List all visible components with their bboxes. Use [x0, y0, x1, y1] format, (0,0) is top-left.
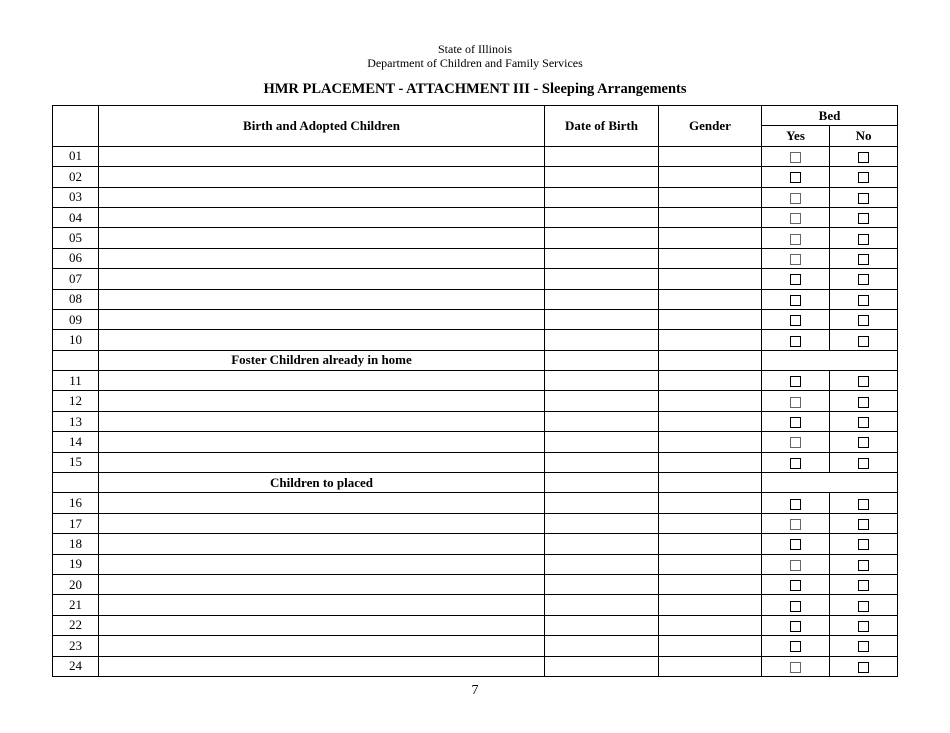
child-name-field[interactable] [99, 207, 545, 227]
bed-no-cell [830, 534, 898, 554]
table-row [53, 146, 898, 166]
gender-field[interactable] [659, 289, 762, 309]
sleeping-arrangements-table [52, 105, 898, 677]
bed-yes-checkbox[interactable] [790, 295, 801, 306]
section-dob-cell [545, 473, 659, 493]
row-number: 08 [53, 289, 99, 309]
row-number: 05 [53, 228, 99, 248]
bed-yes-checkbox[interactable] [790, 172, 801, 183]
bed-yes-checkbox[interactable] [790, 234, 801, 245]
bed-yes-cell [762, 167, 830, 187]
column-header-gender: Gender [659, 106, 762, 147]
date-of-birth-field[interactable] [545, 595, 659, 615]
child-name-field[interactable] [99, 269, 545, 289]
bed-yes-cell [762, 554, 830, 574]
date-of-birth-field[interactable] [545, 228, 659, 248]
bed-yes-checkbox[interactable] [790, 213, 801, 224]
bed-yes-cell [762, 146, 830, 166]
table-row [53, 371, 898, 391]
date-of-birth-field[interactable] [545, 391, 659, 411]
form-title: HMR PLACEMENT - ATTACHMENT III - Sleeping Arrangements [263, 81, 687, 97]
date-of-birth-field[interactable] [545, 167, 659, 187]
bed-yes-checkbox[interactable] [790, 336, 801, 347]
bed-no-cell [830, 187, 898, 207]
bed-yes-checkbox[interactable] [790, 376, 801, 387]
bed-no-cell [830, 146, 898, 166]
bed-yes-cell [762, 411, 830, 431]
table-row [53, 228, 898, 248]
child-name-field[interactable] [99, 432, 545, 452]
bed-no-checkbox[interactable] [858, 336, 869, 347]
table-row [53, 391, 898, 411]
gender-field[interactable] [659, 513, 762, 533]
section-header-row [53, 473, 898, 493]
table-row [53, 207, 898, 227]
row-number-header [53, 106, 99, 147]
bed-yes-checkbox[interactable] [790, 621, 801, 632]
section-number-cell [53, 473, 99, 493]
gender-field[interactable] [659, 248, 762, 268]
bed-no-checkbox[interactable] [858, 580, 869, 591]
column-header-bed: Bed [762, 106, 898, 126]
row-number: 17 [53, 513, 99, 533]
bed-no-cell [830, 330, 898, 350]
bed-no-checkbox[interactable] [858, 376, 869, 387]
section-title-text: Children to placed [269, 474, 374, 490]
bed-yes-checkbox[interactable] [790, 560, 801, 571]
bed-no-cell [830, 167, 898, 187]
bed-yes-cell [762, 269, 830, 289]
bed-no-cell [830, 452, 898, 472]
gender-field[interactable] [659, 187, 762, 207]
gender-field[interactable] [659, 391, 762, 411]
child-name-field[interactable] [99, 513, 545, 533]
bed-no-cell [830, 595, 898, 615]
table-row [53, 554, 898, 574]
section-header-row [53, 350, 898, 370]
bed-yes-checkbox[interactable] [790, 254, 801, 265]
child-name-field[interactable] [99, 411, 545, 431]
row-number: 10 [53, 330, 99, 350]
table-row [53, 513, 898, 533]
gender-field[interactable] [659, 371, 762, 391]
date-of-birth-field[interactable] [545, 554, 659, 574]
gender-field[interactable] [659, 167, 762, 187]
row-number: 11 [53, 371, 99, 391]
child-name-field[interactable] [99, 636, 545, 656]
date-of-birth-field[interactable] [545, 187, 659, 207]
bed-yes-checkbox[interactable] [790, 641, 801, 652]
bed-yes-cell [762, 656, 830, 676]
row-number: 18 [53, 534, 99, 554]
column-header-dob: Date of Birth [545, 106, 659, 147]
bed-no-checkbox[interactable] [858, 417, 869, 428]
bed-no-cell [830, 636, 898, 656]
bed-no-cell [830, 493, 898, 513]
child-name-field[interactable] [99, 187, 545, 207]
bed-no-cell [830, 391, 898, 411]
bed-yes-cell [762, 574, 830, 594]
table-row [53, 309, 898, 329]
section-title [99, 350, 545, 370]
bed-no-checkbox[interactable] [858, 519, 869, 530]
state-name: State of Illinois [438, 42, 512, 56]
date-of-birth-field[interactable] [545, 615, 659, 635]
date-of-birth-field[interactable] [545, 513, 659, 533]
gender-field[interactable] [659, 411, 762, 431]
child-name-field[interactable] [99, 391, 545, 411]
child-name-field[interactable] [99, 309, 545, 329]
date-of-birth-field[interactable] [545, 432, 659, 452]
date-of-birth-field[interactable] [545, 146, 659, 166]
child-name-field[interactable] [99, 493, 545, 513]
bed-yes-checkbox[interactable] [790, 519, 801, 530]
bed-no-cell [830, 309, 898, 329]
section-bed-cell [762, 350, 898, 370]
bed-yes-cell [762, 513, 830, 533]
child-name-field[interactable] [99, 615, 545, 635]
bed-yes-cell [762, 534, 830, 554]
bed-yes-cell [762, 493, 830, 513]
row-number: 21 [53, 595, 99, 615]
row-number: 15 [53, 452, 99, 472]
gender-field[interactable] [659, 615, 762, 635]
bed-yes-cell [762, 371, 830, 391]
child-name-field[interactable] [99, 554, 545, 574]
child-name-field[interactable] [99, 228, 545, 248]
date-of-birth-field[interactable] [545, 309, 659, 329]
row-number: 23 [53, 636, 99, 656]
gender-field[interactable] [659, 656, 762, 676]
child-name-field[interactable] [99, 330, 545, 350]
table-row [53, 574, 898, 594]
bed-no-checkbox[interactable] [858, 437, 869, 448]
bed-yes-cell [762, 309, 830, 329]
child-name-field[interactable] [99, 289, 545, 309]
table-row [53, 656, 898, 676]
bed-no-cell [830, 554, 898, 574]
table-row [53, 595, 898, 615]
table-body [53, 146, 898, 676]
bed-no-cell [830, 228, 898, 248]
bed-no-cell [830, 574, 898, 594]
gender-field[interactable] [659, 309, 762, 329]
date-of-birth-field[interactable] [545, 289, 659, 309]
column-header-no: No [830, 126, 898, 146]
bed-yes-checkbox[interactable] [790, 315, 801, 326]
bed-no-cell [830, 513, 898, 533]
child-name-field[interactable] [99, 574, 545, 594]
date-of-birth-field[interactable] [545, 656, 659, 676]
bed-yes-cell [762, 432, 830, 452]
table-row [53, 248, 898, 268]
bed-no-checkbox[interactable] [858, 254, 869, 265]
row-number: 14 [53, 432, 99, 452]
bed-no-checkbox[interactable] [858, 315, 869, 326]
row-number: 04 [53, 207, 99, 227]
section-number-cell [53, 350, 99, 370]
date-of-birth-field[interactable] [545, 248, 659, 268]
row-number: 24 [53, 656, 99, 676]
bed-yes-checkbox[interactable] [790, 417, 801, 428]
section-gender-cell [659, 350, 762, 370]
section-bed-cell [762, 473, 898, 493]
child-name-field[interactable] [99, 167, 545, 187]
table-row [53, 269, 898, 289]
bed-yes-checkbox[interactable] [790, 193, 801, 204]
bed-yes-checkbox[interactable] [790, 397, 801, 408]
date-of-birth-field[interactable] [545, 411, 659, 431]
bed-no-checkbox[interactable] [858, 193, 869, 204]
row-number: 16 [53, 493, 99, 513]
bed-yes-checkbox[interactable] [790, 152, 801, 163]
gender-field[interactable] [659, 452, 762, 472]
table-row [53, 289, 898, 309]
child-name-field[interactable] [99, 371, 545, 391]
gender-field[interactable] [659, 432, 762, 452]
bed-yes-checkbox[interactable] [790, 662, 801, 673]
date-of-birth-field[interactable] [545, 452, 659, 472]
child-name-field[interactable] [99, 146, 545, 166]
gender-field[interactable] [659, 574, 762, 594]
section-gender-cell [659, 473, 762, 493]
row-number: 02 [53, 167, 99, 187]
gender-field[interactable] [659, 493, 762, 513]
table-row [53, 167, 898, 187]
date-of-birth-field[interactable] [545, 636, 659, 656]
gender-field[interactable] [659, 330, 762, 350]
table-row [53, 615, 898, 635]
bed-no-checkbox[interactable] [858, 560, 869, 571]
bed-no-cell [830, 411, 898, 431]
bed-no-cell [830, 615, 898, 635]
bed-yes-checkbox[interactable] [790, 601, 801, 612]
bed-yes-cell [762, 615, 830, 635]
bed-yes-checkbox[interactable] [790, 274, 801, 285]
table-row [53, 432, 898, 452]
bed-yes-cell [762, 595, 830, 615]
row-number: 01 [53, 146, 99, 166]
table-row [53, 187, 898, 207]
bed-yes-checkbox[interactable] [790, 499, 801, 510]
table-row [53, 636, 898, 656]
date-of-birth-field[interactable] [545, 574, 659, 594]
gender-field[interactable] [659, 207, 762, 227]
column-header-yes: Yes [762, 126, 830, 146]
bed-no-cell [830, 269, 898, 289]
date-of-birth-field[interactable] [545, 371, 659, 391]
date-of-birth-field[interactable] [545, 269, 659, 289]
gender-field[interactable] [659, 146, 762, 166]
date-of-birth-field[interactable] [545, 493, 659, 513]
child-name-field[interactable] [99, 534, 545, 554]
bed-no-checkbox[interactable] [858, 152, 869, 163]
date-of-birth-field[interactable] [545, 534, 659, 554]
bed-no-checkbox[interactable] [858, 662, 869, 673]
section-dob-cell [545, 350, 659, 370]
bed-yes-checkbox[interactable] [790, 458, 801, 469]
table-row [53, 411, 898, 431]
bed-no-checkbox[interactable] [858, 274, 869, 285]
bed-yes-cell [762, 452, 830, 472]
bed-no-cell [830, 248, 898, 268]
row-number: 19 [53, 554, 99, 574]
child-name-field[interactable] [99, 452, 545, 472]
bed-no-checkbox[interactable] [858, 458, 869, 469]
page-number: 7 [471, 683, 479, 698]
section-title-text: Foster Children already in home [231, 352, 412, 368]
column-header-name: Birth and Adopted Children [99, 106, 545, 147]
bed-yes-cell [762, 228, 830, 248]
child-name-field[interactable] [99, 656, 545, 676]
gender-field[interactable] [659, 228, 762, 248]
bed-no-checkbox[interactable] [858, 641, 869, 652]
bed-no-checkbox[interactable] [858, 601, 869, 612]
row-number: 12 [53, 391, 99, 411]
bed-no-checkbox[interactable] [858, 539, 869, 550]
bed-yes-checkbox[interactable] [790, 539, 801, 550]
bed-yes-cell [762, 207, 830, 227]
table-row [53, 534, 898, 554]
row-number: 07 [53, 269, 99, 289]
bed-no-cell [830, 371, 898, 391]
bed-no-checkbox[interactable] [858, 621, 869, 632]
bed-no-checkbox[interactable] [858, 234, 869, 245]
bed-yes-cell [762, 330, 830, 350]
bed-yes-cell [762, 391, 830, 411]
bed-no-cell [830, 289, 898, 309]
bed-no-checkbox[interactable] [858, 172, 869, 183]
bed-yes-cell [762, 187, 830, 207]
bed-no-cell [830, 656, 898, 676]
bed-no-checkbox[interactable] [858, 295, 869, 306]
bed-no-cell [830, 207, 898, 227]
bed-no-checkbox[interactable] [858, 397, 869, 408]
row-number: 03 [53, 187, 99, 207]
gender-field[interactable] [659, 636, 762, 656]
row-number: 20 [53, 574, 99, 594]
gender-field[interactable] [659, 534, 762, 554]
bed-yes-checkbox[interactable] [790, 580, 801, 591]
bed-no-checkbox[interactable] [858, 499, 869, 510]
row-number: 13 [53, 411, 99, 431]
date-of-birth-field[interactable] [545, 207, 659, 227]
bed-yes-cell [762, 636, 830, 656]
department-name: Department of Children and Family Services [367, 56, 583, 70]
bed-no-checkbox[interactable] [858, 213, 869, 224]
table-row [53, 330, 898, 350]
bed-yes-checkbox[interactable] [790, 437, 801, 448]
gender-field[interactable] [659, 269, 762, 289]
table-row [53, 452, 898, 472]
bed-yes-cell [762, 289, 830, 309]
row-number: 06 [53, 248, 99, 268]
row-number: 09 [53, 309, 99, 329]
child-name-field[interactable] [99, 595, 545, 615]
bed-yes-cell [762, 248, 830, 268]
date-of-birth-field[interactable] [545, 330, 659, 350]
bed-no-cell [830, 432, 898, 452]
row-number: 22 [53, 615, 99, 635]
table-row [53, 493, 898, 513]
gender-field[interactable] [659, 554, 762, 574]
gender-field[interactable] [659, 595, 762, 615]
section-title [99, 473, 545, 493]
child-name-field[interactable] [99, 248, 545, 268]
